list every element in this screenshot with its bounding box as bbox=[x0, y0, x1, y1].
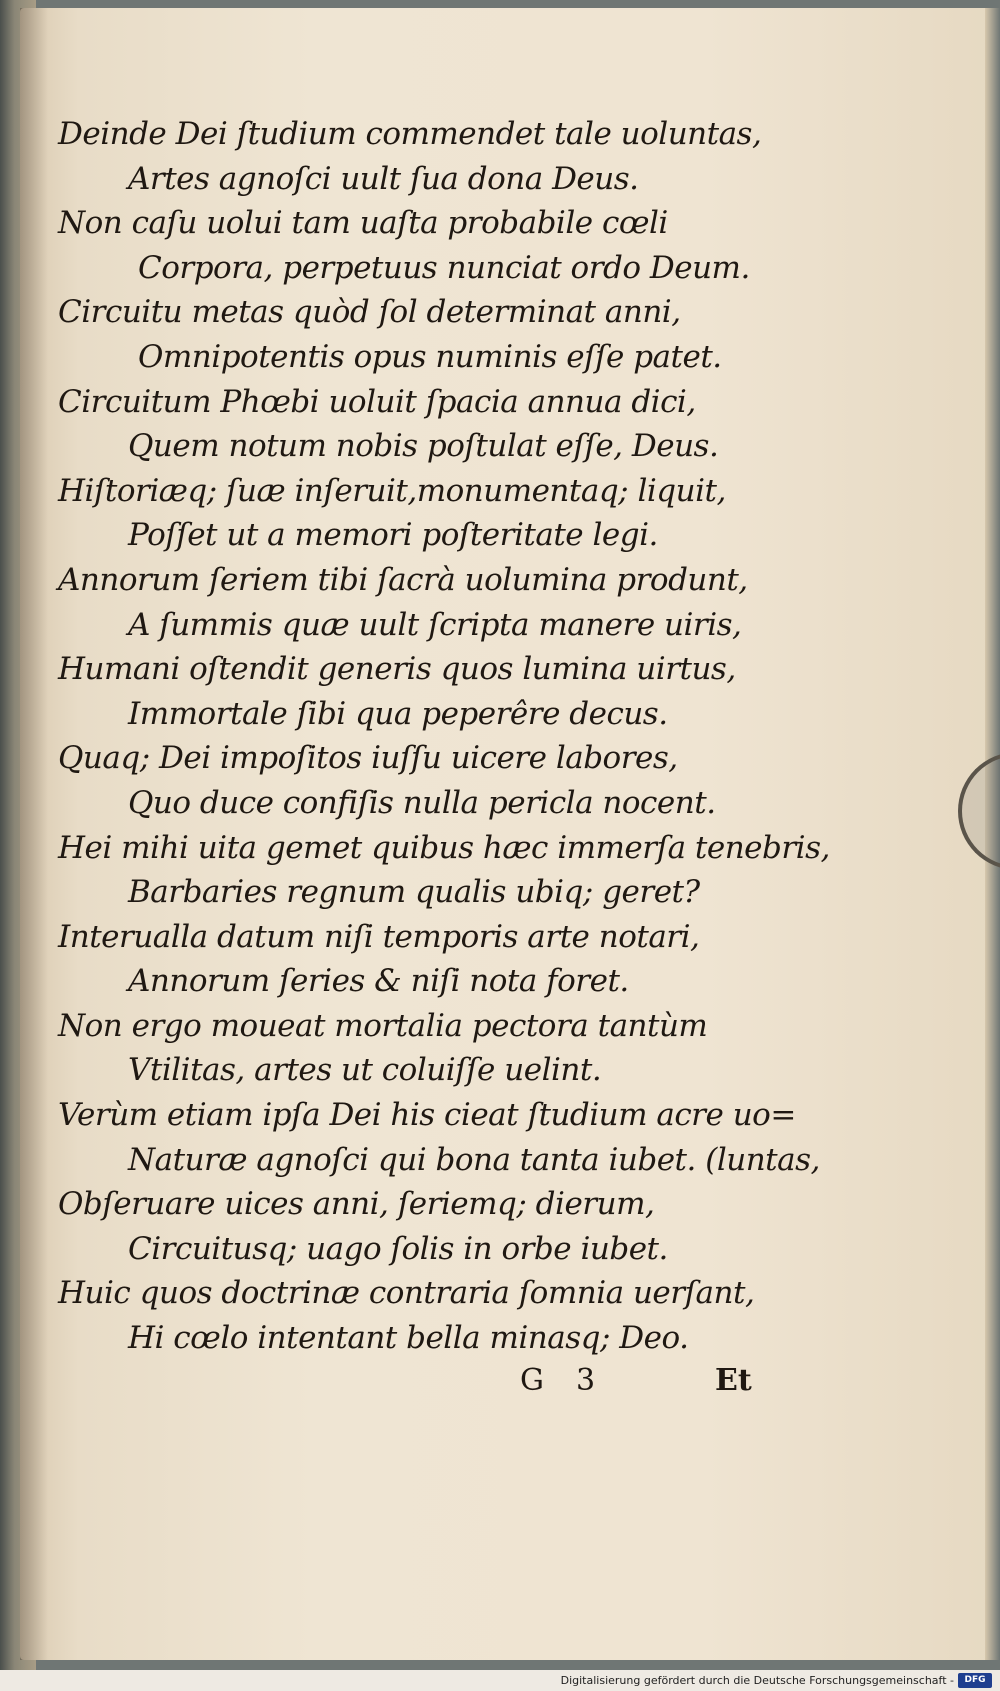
funding-credit: Digitalisierung gefördert durch die Deutsche Forschungsgemeinschaft - bbox=[560, 1674, 954, 1687]
text-line: Quem notum nobis poſtulat eſſe, Deus. bbox=[128, 428, 719, 465]
text-line: Artes agnoſci uult ſua dona Deus. bbox=[128, 160, 639, 197]
dfg-logo-icon: DFG bbox=[958, 1673, 992, 1688]
text-line: Barbaries regnum qualis ubiq; geret? bbox=[128, 874, 700, 911]
text-line: Annorum ſeriem tibi ſacrà uolumina produnt, bbox=[58, 561, 748, 598]
text-line: Corpora, perpetuus nunciat ordo Deum. bbox=[138, 249, 750, 286]
text-line: Interualla datum niſi temporis arte notari, bbox=[58, 918, 700, 955]
text-line: Quaq; Dei impoſitos iuſſu uicere labores, bbox=[58, 740, 678, 777]
text-line: Humani oſtendit generis quos lumina uirtus, bbox=[58, 651, 736, 688]
text-line: Hei mihi uita gemet quibus hæc immerſa tenebris, bbox=[58, 829, 830, 866]
text-line: Circuitum Phœbi uoluit ſpacia annua dici, bbox=[58, 383, 696, 420]
catchword: Et bbox=[715, 1363, 752, 1398]
text-line: Deinde Dei ſtudium commendet tale uoluntas, bbox=[58, 116, 762, 152]
text-line: Annorum ſeries & niſi nota foret. bbox=[128, 963, 629, 1000]
signature-mark: G bbox=[520, 1363, 544, 1398]
text-line: Non ergo moueat mortalia pectora tantùm bbox=[58, 1007, 708, 1044]
text-line: Huic quos doctrinæ contraria ſomnia uerſant, bbox=[58, 1275, 755, 1312]
text-line: Obſeruare uices anni, ſeriemq; dierum, bbox=[58, 1186, 655, 1223]
text-line: Circuitusq; uago ſolis in orbe iubet. bbox=[128, 1230, 668, 1267]
text-line: Hiſtoriæq; ſuæ inſeruit,monumentaq; liquit, bbox=[58, 472, 726, 509]
text-line: Circuitu metas quòd ſol determinat anni, bbox=[58, 294, 681, 331]
footer-bar bbox=[0, 1670, 1000, 1691]
text-line: Quo duce confiſis nulla pericla nocent. bbox=[128, 784, 716, 821]
text-line: Non caſu uolui tam uaſta probabile cœli bbox=[58, 205, 668, 242]
text-line: Verùm etiam ipſa Dei his cieat ſtudium acre uo= bbox=[58, 1097, 796, 1134]
text-line: Poſſet ut a memori poſteritate legi. bbox=[128, 517, 658, 554]
text-line: Omnipotentis opus numinis eſſe patet. bbox=[138, 338, 722, 375]
text-line: A ſummis quæ uult ſcripta manere uiris, bbox=[128, 606, 742, 643]
gutter-shadow bbox=[20, 8, 48, 1660]
signature-number: 3 bbox=[576, 1363, 596, 1398]
text-line: Vtilitas, artes ut coluiſſe uelint. bbox=[128, 1052, 602, 1089]
text-line: Naturæ agnoſci qui bona tanta iubet. (luntas, bbox=[128, 1141, 820, 1178]
poem-text bbox=[58, 112, 830, 1361]
text-line: Immortale ſibi qua peperêre decus. bbox=[128, 695, 668, 732]
text-line: Hi cœlo intentant bella minasq; Deo. bbox=[128, 1320, 689, 1357]
